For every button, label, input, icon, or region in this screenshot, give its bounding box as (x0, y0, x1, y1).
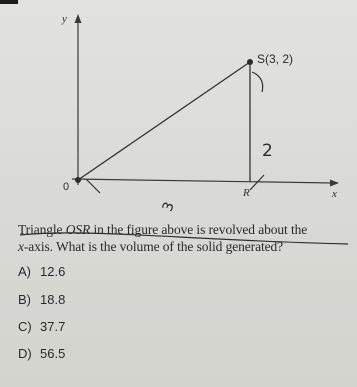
handwritten-tick-r (250, 175, 264, 190)
segment-os (78, 62, 250, 180)
handwritten-height-2: 2 (262, 141, 273, 161)
x-axis-label: x (332, 188, 337, 200)
x-axis (72, 179, 334, 183)
choice-a[interactable]: A) 12.6 (18, 264, 66, 279)
choice-c[interactable]: C) 37.7 (18, 319, 66, 334)
point-s-label: S(3, 2) (257, 52, 294, 66)
choice-d[interactable]: D) 56.5 (18, 346, 66, 361)
question-line-1: Triangle OSR in the figure above is revolved about the (18, 222, 308, 237)
handwritten-tick-origin (86, 179, 100, 193)
point-s (247, 59, 253, 65)
origin-label: 0 (63, 181, 70, 193)
choice-b[interactable]: B) 18.8 (18, 292, 66, 307)
handwritten-base-3: 3 (159, 199, 178, 214)
question-text (18, 221, 354, 255)
point-r-label: R (243, 187, 250, 199)
y-axis-label: y (62, 13, 67, 25)
question-line-2: x-axis. What is the volume of the solid generated? (18, 239, 284, 254)
handwritten-arc-mark (252, 72, 263, 92)
x-axis-arrow (330, 180, 339, 187)
y-axis-arrow (75, 14, 82, 23)
